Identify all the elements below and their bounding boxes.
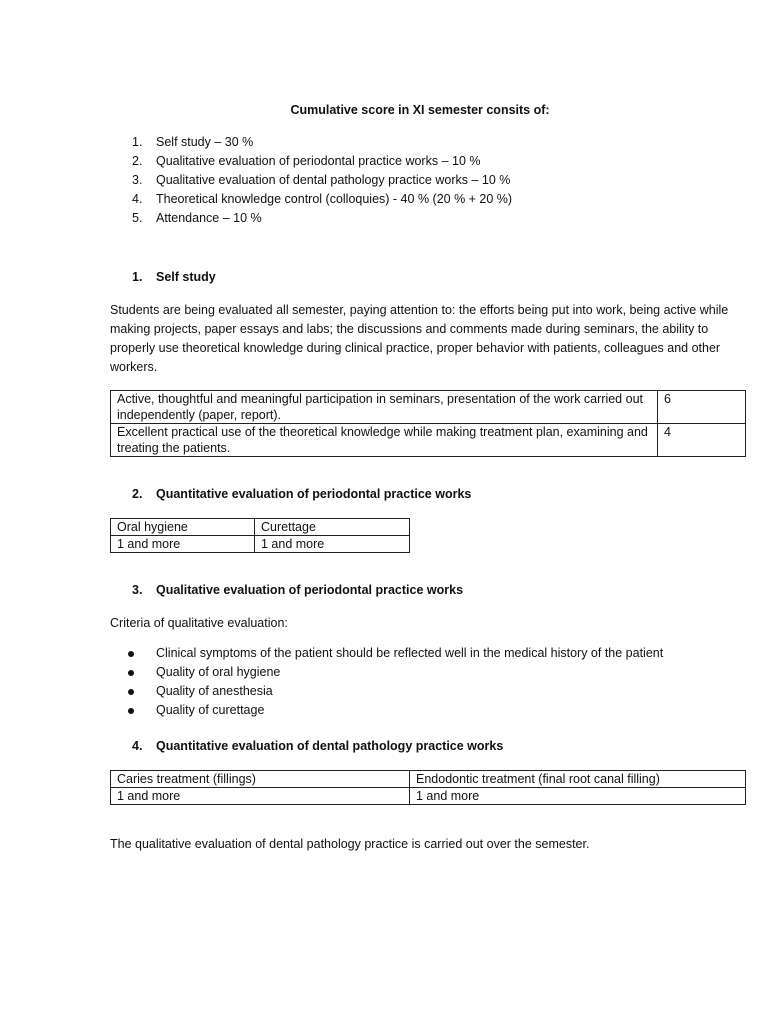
table-row	[111, 788, 746, 805]
section-heading-self-study	[132, 270, 216, 284]
list-item	[110, 701, 730, 720]
document-title: Cumulative score in XI semester consits of:	[290, 103, 550, 117]
list-item-text: Quality of curettage	[156, 703, 265, 717]
self-study-table	[110, 390, 746, 457]
list-number: 4.	[132, 192, 143, 206]
section-heading-dental-pathology-quantitative	[132, 739, 503, 753]
table-cell: 1 and more	[410, 788, 746, 805]
list-item	[110, 209, 670, 228]
list-item-text: Qualitative evaluation of periodontal practice works – 10 %	[156, 154, 481, 168]
list-number: 2.	[132, 154, 143, 168]
table-row	[111, 519, 410, 536]
dental-pathology-quantitative-table	[110, 770, 746, 805]
section-title: Quantitative evaluation of dental pathology practice works	[156, 739, 504, 753]
list-item-text: Self study – 30 %	[156, 135, 254, 149]
list-item	[110, 133, 670, 152]
list-item	[110, 152, 670, 171]
list-item-text: Qualitative evaluation of dental pathology practice works – 10 %	[156, 173, 511, 187]
table-cell: 1 and more	[255, 536, 410, 553]
list-item-text: Quality of oral hygiene	[156, 665, 281, 679]
table-cell: Caries treatment (fillings)	[111, 771, 410, 788]
bullet-icon	[128, 689, 134, 695]
score-components-list	[110, 133, 670, 228]
list-number: 5.	[132, 211, 143, 225]
bullet-icon	[128, 651, 134, 657]
table-cell: 1 and more	[111, 536, 255, 553]
table-cell: 4	[658, 424, 746, 457]
list-item-text: Theoretical knowledge control (colloquies) - 40 % (20 % + 20 %)	[156, 192, 513, 206]
section-title: Quantitative evaluation of periodontal practice works	[156, 487, 472, 501]
self-study-paragraph: Students are being evaluated all semester, paying attention to: the efforts being put into work, being active while making projects, paper essays and labs; the discussions and comments made during seminars, the ability to properly use theoretical knowledge during clinical practice, proper behavior with patients, colleagues and other workers.	[110, 303, 729, 374]
list-item-text: Quality of anesthesia	[156, 684, 273, 698]
section-number: 4.	[132, 739, 143, 753]
table-cell: 1 and more	[111, 788, 410, 805]
section-title: Qualitative evaluation of periodontal practice works	[156, 583, 464, 597]
section-heading-periodontal-qualitative	[132, 583, 463, 597]
table-cell: Excellent practical use of the theoretical knowledge while making treatment plan, examining and treating the patients.	[111, 424, 658, 457]
list-item	[110, 682, 730, 701]
bullet-icon	[128, 670, 134, 676]
table-cell: Oral hygiene	[111, 519, 255, 536]
list-item	[110, 171, 670, 190]
table-row	[111, 536, 410, 553]
list-number: 3.	[132, 173, 143, 187]
bullet-icon	[128, 708, 134, 714]
list-item-text: Attendance – 10 %	[156, 211, 262, 225]
list-item-text: Clinical symptoms of the patient should be reflected well in the medical history of the patient	[156, 646, 664, 660]
section-title: Self study	[156, 270, 216, 284]
table-cell: 6	[658, 391, 746, 424]
list-number: 1.	[132, 135, 143, 149]
table-cell: Active, thoughtful and meaningful participation in seminars, presentation of the work carried out independently (paper, report).	[111, 391, 658, 424]
closing-paragraph: The qualitative evaluation of dental pathology practice is carried out over the semester.	[110, 837, 590, 851]
section-number: 2.	[132, 487, 143, 501]
section-number: 3.	[132, 583, 143, 597]
section-heading-periodontal-quantitative	[132, 487, 471, 501]
table-row	[111, 391, 746, 424]
table-row	[111, 771, 746, 788]
section-number: 1.	[132, 270, 143, 284]
table-cell: Endodontic treatment (final root canal filling)	[410, 771, 746, 788]
table-cell: Curettage	[255, 519, 410, 536]
periodontal-quantitative-table	[110, 518, 410, 553]
list-item	[110, 663, 730, 682]
criteria-intro: Criteria of qualitative evaluation:	[110, 616, 288, 630]
table-row	[111, 424, 746, 457]
list-item	[110, 190, 670, 209]
criteria-bullet-list	[110, 644, 730, 720]
list-item	[110, 644, 730, 663]
